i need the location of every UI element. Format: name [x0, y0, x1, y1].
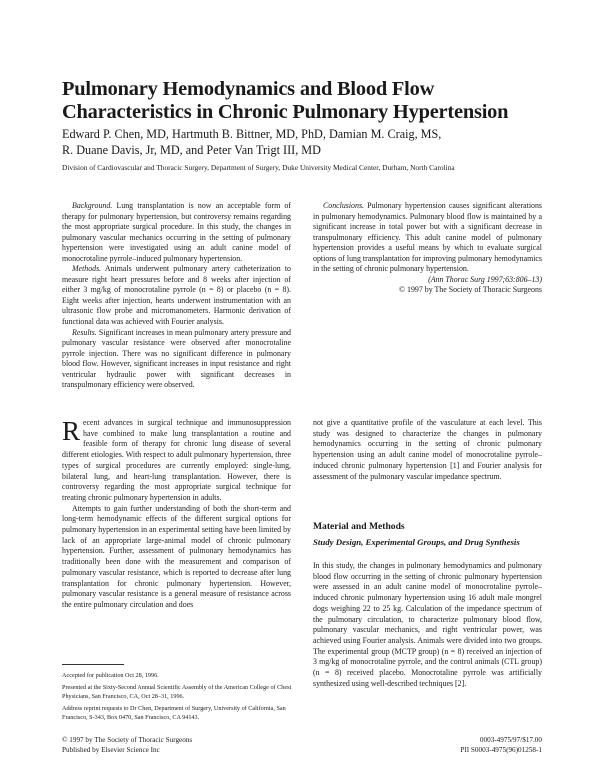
methods-text: Animals underwent pulmonary artery catheterization to measure right heart pressures before and 8 weeks after injection of either 3 mg/kg of monocrotaline pyrrole (n = 8) or placebo (n = 8). Eight weeks after injection, hearts underwent instrumentation with an ultrasonic flow probe and micromanometers. Harmonic derivation of functional data was achieved with Fourier analysis.: [62, 264, 291, 327]
results-label: Results.: [72, 327, 97, 337]
intro-paragraph-2: Attempts to gain further understanding of both the short-term and long-term hemodynamic effects of the different surgical options for pulmonary hypertension in an experimental setting have been limited by lack of an appropriate large-animal model of chronic pulmonary hypertension. Further, assessment of pulmonary hemodynamics has traditionally been done with the measurement and comparison of pulmonary vascular resistance, which is reported to decrease after lung transplantation for chronic pulmonary hypertension. However, pulmonary vascular resistance is a general measure of resistance across the entire pulmonary circulation and does: [62, 503, 291, 609]
drop-cap: R: [62, 416, 81, 446]
abstract-background: [62, 201, 291, 264]
abstract-left-column: [62, 201, 291, 391]
author-line-2: R. Duane Davis, Jr, MD, and Peter Van Trigt III, MD: [62, 142, 321, 157]
background-label: Background.: [72, 201, 113, 210]
intro-paragraph-1: [62, 418, 291, 504]
footer-left: [62, 736, 192, 755]
footer-copyright: © 1997 by The Society of Thoracic Surgeons: [62, 736, 193, 744]
footer-publisher: Published by Elsevier Science Inc: [62, 745, 160, 754]
methods-column: [313, 561, 542, 689]
article-page: [62, 0, 542, 776]
conclusions-text: Pulmonary hypertension causes significant alterations in pulmonary hemodynamics. Pulmonary blood flow is maintained by a significant increase in total power but with a significant decrease in transpulmonary efficiency. This adult canine model of pulmonary hypertension provides a useful means by which to evaluate surgical options of lung transplantation for improving pulmonary hemodynamics in the setting of chronic pulmonary hypertension.: [313, 201, 542, 274]
abstract-copyright: © 1997 by The Society of Thoracic Surgeons: [399, 285, 542, 295]
article-title: [62, 78, 542, 124]
abstract-right-column: [313, 201, 542, 296]
footnote-rule: [62, 664, 124, 665]
abstract-methods: [62, 264, 291, 327]
abstract-conclusions: [313, 201, 542, 275]
intro-p1-text: ecent advances in surgical technique and immunosuppression have combined to make lung transplantation a routine and feasible form of therapy for chronic lung disease of several different etiologies. With respect to adult pulmonary hypertension, three types of surgical procedures are currently employed: single-lung, bilateral lung, and heart-lung transplantation. However, there is controversy regarding the most appropriate surgical technique for treating chronic pulmonary hypertension in adults.: [62, 418, 291, 502]
presented-note: Presented at the Sixty-Second Annual Scientific Assembly of the American College of Chest Physicians, San Francisco, CA, Oct 28–31, 1996.: [62, 684, 292, 700]
affiliation: Division of Cardiovascular and Thoracic Surgery, Department of Surgery, Duke University Medical Center, Durham, North Carolina: [62, 163, 455, 172]
citation: (Ann Thorac Surg 1997;63:806–13): [428, 274, 542, 284]
footer-issn: 0003-4975/97/$17.00: [479, 736, 542, 744]
conclusions-label: Conclusions.: [323, 201, 364, 210]
methods-label: Methods.: [72, 264, 102, 274]
right-paragraph-1: not give a quantitative profile of the vasculature at each level. This study was designed to characterize the changes in pulmonary hemodynamics occurring in the setting of chronic pulmonary hypertension using an adult canine model of monocrotaline pyrrole–induced chronic pulmonary hypertension [1] and Fourier analysis for assessment of the pulmonary vascular impedance spectrum.: [313, 418, 542, 481]
methods-paragraph-1: In this study, the changes in pulmonary hemodynamics and pulmonary blood flow occurring in the setting of chronic pulmonary hypertension were assessed in an adult canine model of monocrotaline pyrrole–induced chronic pulmonary hypertension using 16 adult male mongrel dogs weighing 22 to 25 kg. Calculation of the impedance spectrum of the pulmonary circulation, to characterize pulmonary blood flow, pulmonary vascular mechanics, and right ventricular power, was achieved using Fourier analysis. Animals were divided into two groups. The experimental group (MCTP group) (n = 8) received an injection of 3 mg/kg of monocrotaline pyrrole, and the control animals (CTL group) (n = 8) received placebo. Monocrotaline pyrrole was artificially synthesized using well-described techniques [2].: [313, 561, 542, 688]
title-line-1: Pulmonary Hemodynamics and Blood Flow: [62, 78, 435, 100]
abstract-results: [62, 328, 291, 391]
body-left-column: [62, 418, 291, 611]
reprints-note: Address reprint requests to Dr Chen, Department of Surgery, University of California, San Francisco, S-343, Box 0470, San Francisco, CA 94143.: [62, 705, 286, 721]
footer-pii: PII S0003-4975(96)01258-1: [460, 745, 542, 754]
background-text: Lung transplantation is now an acceptable form of therapy for pulmonary hypertension, but controversy remains regarding the most appropriate surgical procedure. In this study, the changes in pulmonary vascular mechanics occurring in the setting of pulmonary hypertension were investigated using an adult canine model of monocrotaline pyrrole–induced pulmonary hypertension.: [62, 201, 291, 263]
accepted-note: Accepted for publication Oct 28, 1996.: [62, 672, 159, 679]
results-text: Significant increases in mean pulmonary artery pressure and pulmonary vascular resistance were observed after monocrotaline pyrrole injection. There was no significant difference in pulmonary blood flow. However, significant increases in input resistance and right ventricular hydraulic power with significant decreases in transpulmonary efficiency were observed.: [62, 327, 291, 390]
body-right-column: [313, 418, 542, 482]
footnotes: [62, 672, 292, 726]
footer-right: [460, 736, 542, 755]
subsection-heading: Study Design, Experimental Groups, and Drug Synthesis: [313, 537, 520, 547]
title-line-2: Characteristics in Chronic Pulmonary Hypertension: [62, 101, 509, 123]
author-line-1: Edward P. Chen, MD, Hartmuth B. Bittner, MD, PhD, Damian M. Craig, MS,: [62, 127, 442, 141]
section-heading: Material and Methods: [313, 521, 405, 532]
author-list: [62, 127, 542, 158]
